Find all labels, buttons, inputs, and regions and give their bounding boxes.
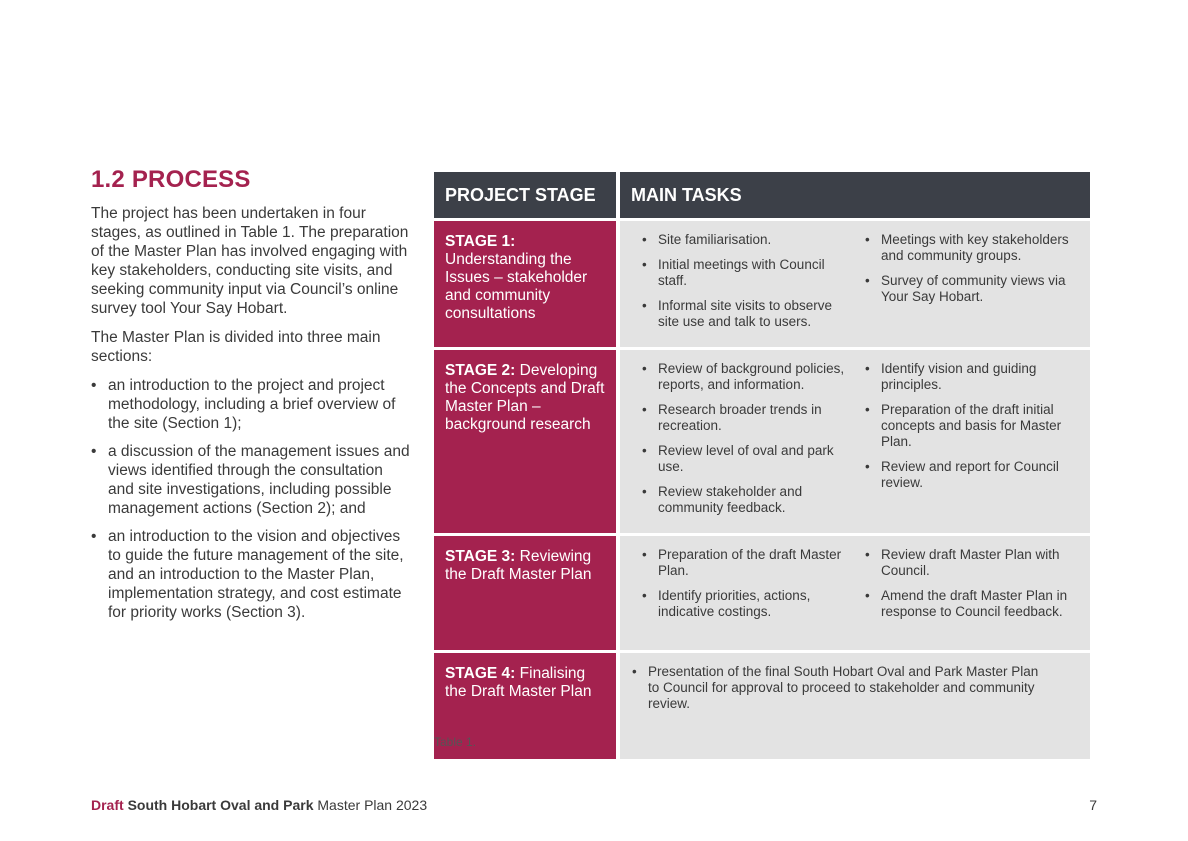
footer-project-name: South Hobart Oval and Park	[127, 797, 314, 813]
task-item: • Identify priorities, actions, indicative costings.	[632, 588, 855, 620]
page-number: 7	[1089, 797, 1097, 813]
stage-number: STAGE 2:	[445, 362, 516, 379]
footer-suffix: Master Plan 2023	[317, 797, 428, 813]
list-item: • an introduction to the vision and objectives to guide the future management of the site, and an introduction to the Master Plan, implementation strategy, and cost estimate for priority works (Section 3).	[91, 527, 413, 622]
table-row	[434, 221, 1090, 347]
tasks-cell	[620, 653, 1090, 759]
stage-number: STAGE 1:	[445, 233, 516, 250]
tasks-column-1	[632, 361, 855, 525]
stage-number: STAGE 3:	[445, 548, 516, 565]
tasks-column-2	[855, 547, 1078, 629]
intro-paragraph: The project has been undertaken in four stages, as outlined in Table 1. The preparation of the Master Plan has involved engaging with key stakeholders, conducting site visits, and seeking community input via Council’s online survey tool Your Say Hobart.	[91, 205, 409, 317]
sections-list	[91, 376, 413, 622]
footer-title	[91, 797, 427, 813]
stage-description: Reviewing the Draft Master Plan	[445, 548, 592, 583]
header-project-stage: PROJECT STAGE	[434, 172, 616, 218]
process-section	[91, 166, 413, 631]
task-item: • Meetings with key stakeholders and community groups.	[855, 232, 1078, 264]
list-item: • a discussion of the management issues and views identified through the consultation and site investigations, including possible management actions (Section 2); and	[91, 442, 413, 518]
footer-draft-label: Draft	[91, 797, 124, 813]
table-row	[434, 536, 1090, 650]
task-item: • Site familiarisation.	[632, 232, 855, 248]
task-item: • Review stakeholder and community feedback.	[632, 484, 855, 516]
task-item: • Presentation of the final South Hobart Oval and Park Master Plan to Council for approval to proceed to stakeholder and community review.	[632, 664, 1078, 712]
tasks-column-2	[855, 361, 1078, 525]
task-item: • Identify vision and guiding principles.	[855, 361, 1078, 393]
stage-description: Developing the Concepts and Draft Master Plan – background research	[445, 362, 605, 433]
tasks-column-2	[855, 232, 1078, 339]
task-item: • Informal site visits to observe site use and talk to users.	[632, 298, 855, 330]
stage-cell	[434, 350, 616, 533]
tasks-column-1	[632, 547, 855, 629]
task-item: • Research broader trends in recreation.	[632, 402, 855, 434]
task-item: • Initial meetings with Council staff.	[632, 257, 855, 289]
tasks-cell	[620, 350, 1090, 533]
table-row	[434, 350, 1090, 533]
task-item: • Preparation of the draft initial concepts and basis for Master Plan.	[855, 402, 1078, 450]
tasks-cell	[620, 221, 1090, 347]
table-row	[434, 653, 1090, 759]
task-item: • Review and report for Council review.	[855, 459, 1078, 491]
stage-description: Finalising the Draft Master Plan	[445, 665, 592, 700]
list-item: • an introduction to the project and project methodology, including a brief overview of the site (Section 1);	[91, 376, 413, 433]
sections-paragraph: The Master Plan is divided into three main sections:	[91, 329, 381, 365]
tasks-single	[632, 664, 1078, 712]
header-main-tasks: MAIN TASKS	[620, 172, 1090, 218]
section-title: 1.2 PROCESS	[91, 166, 251, 193]
tasks-column-1	[632, 232, 855, 339]
task-item: • Amend the draft Master Plan in response to Council feedback.	[855, 588, 1078, 620]
task-item: • Survey of community views via Your Say Hobart.	[855, 273, 1078, 305]
task-item: • Preparation of the draft Master Plan.	[632, 547, 855, 579]
task-item: • Review of background policies, reports, and information.	[632, 361, 855, 393]
stage-description: Understanding the Issues – stakeholder and community consultations	[445, 251, 588, 322]
task-item: • Review draft Master Plan with Council.	[855, 547, 1078, 579]
task-item: • Review level of oval and park use.	[632, 443, 855, 475]
stage-number: STAGE 4:	[445, 665, 516, 682]
tasks-cell	[620, 536, 1090, 650]
table-caption: Table 1.	[434, 735, 477, 749]
process-table	[430, 169, 1094, 762]
stage-cell	[434, 221, 616, 347]
stage-cell	[434, 536, 616, 650]
